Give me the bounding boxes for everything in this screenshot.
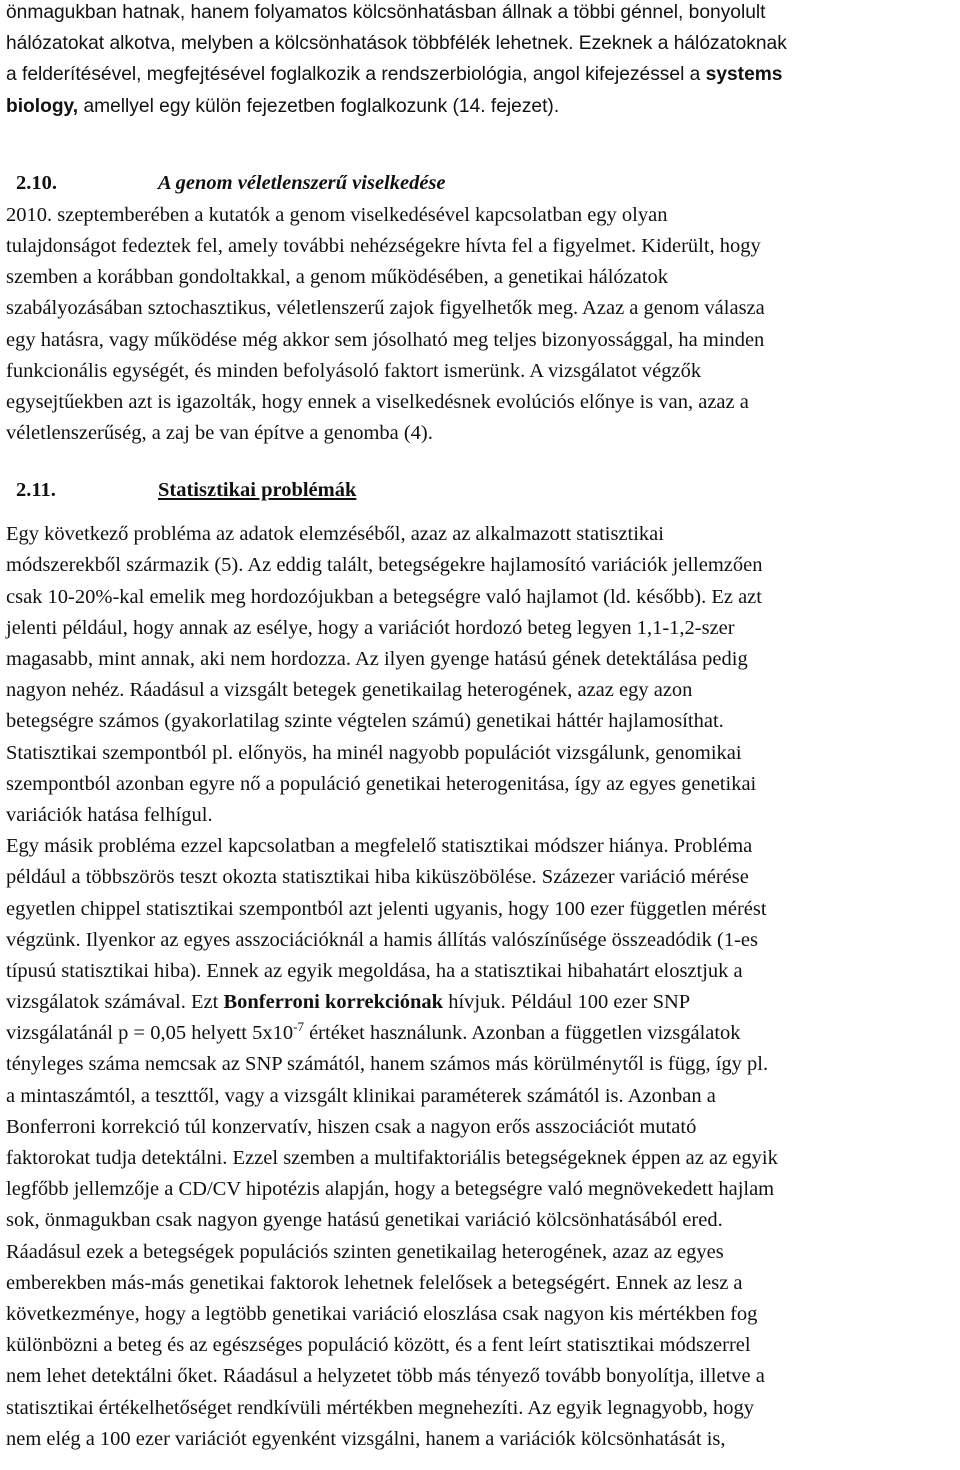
paragraph-line: nem elég a 100 ezer variációt egyenként vizsgálni, hanem a variációk kölcsönhatását is, [6, 1427, 726, 1450]
paragraph-line: szemben a korábban gondoltakkal, a genom működésében, a genetikai hálózatok [6, 266, 669, 289]
paragraph-line: sok, önmagukban csak nagyon gyenge hatású genetikai variáció kölcsönhatásából ered. [6, 1209, 723, 1232]
intro-line-3-text: a felderítésével, megfejtésével foglalkozik a rendszerbiológia, angol kifejezéssel a [6, 64, 706, 86]
paragraph-line: 2010. szeptemberében a kutatók a genom viselkedésével kapcsolatban egy olyan [6, 203, 668, 226]
paragraph-line: egy hatásra, vagy működése még akkor sem jósolható meg teljes bizonyossággal, ha minden [6, 328, 765, 351]
intro-line-4 [6, 91, 946, 122]
paragraph-line: statisztikai értékelhetőséget rendkívüli mértékben megnehezíti. Az egyik legnagyobb, hogy [6, 1396, 755, 1419]
paragraph-line: Egy másik probléma ezzel kapcsolatban a megfelelő statisztikai módszer hiánya. Probléma [6, 835, 753, 858]
paragraph-line: Statisztikai szempontból pl. előnyös, ha minél nagyobb populációt vizsgálunk, genomikai [6, 741, 742, 764]
paragraph-line: a mintaszámtól, a teszttől, vagy a vizsgált klinikai paraméterek számától is. Azonban a [6, 1084, 716, 1107]
intro-line-1: önmagukban hatnak, hanem folyamatos kölcsönhatásban állnak a többi génnel, bonyolult [6, 2, 766, 23]
paragraph-line: funkcionális egységét, és minden befolyásoló faktort ismerünk. A vizsgálatot végzők [6, 359, 702, 382]
paragraph-line: tényleges száma nemcsak az SNP számától, hanem számos más körülménytől is függ, így pl. [6, 1053, 769, 1076]
section-number: 2.10. [16, 171, 57, 194]
paragraph-line: egysejtűekben azt is igazolták, hogy ennek a viselkedésnek evolúciós előnye is van, azaz a [6, 390, 749, 413]
paragraph-line: különbözni a beteg és az egészséges populáció között, és a fent leírt statisztikai módszerrel [6, 1334, 751, 1357]
term-biology: biology, [6, 95, 79, 117]
section-number: 2.11. [16, 479, 56, 502]
paragraph-line: módszerekből származik (5). Az eddig talált, betegségekre hajlamosító variációk jellemzően [6, 554, 763, 577]
section-2-11-body [6, 519, 946, 1455]
paragraph-line: Ráadásul ezek a betegségek populációs szinten genetikailag heterogének, azaz az egyes [6, 1240, 724, 1263]
paragraph-line: egyetlen chippel statisztikai szempontból azt jelenti ugyanis, hogy 100 ezer független mérést [6, 897, 767, 920]
paragraph-line: variációk hatása felhígul. [6, 803, 213, 826]
paragraph-line: véletlenszerűség, a zaj be van építve a genomba (4). [6, 422, 433, 445]
intro-line-2: hálózatokat alkotva, melyben a kölcsönhatások többfélék lehetnek. Ezeknek a hálózatoknak [6, 33, 787, 55]
intro-line-3 [6, 59, 946, 90]
section-heading-2-10 [6, 166, 946, 200]
paragraph-line: végzünk. Ilyenkor az egyes asszociációknál a hamis állítás valószínűsége összeadódik (1-es [6, 928, 758, 951]
paragraph-line: szempontból azonban egyre nő a populáció genetikai heterogenitása, így az egyes genetikai [6, 772, 757, 795]
paragraph-line: következménye, hogy a legtöbb genetikai variáció eloszlása csak nagyon kis mértékben fog [6, 1302, 758, 1325]
section-title: Statisztikai problémák [158, 479, 357, 502]
exponent: -7 [293, 1019, 304, 1035]
section-title: A genom véletlenszerű viselkedése [158, 171, 446, 194]
paragraph-line: tulajdonságot fedeztek fel, amely további nehézségekre hívta fel a figyelmet. Kiderült, hogy [6, 234, 761, 257]
paragraph-line: például a többszörös teszt okozta statisztikai hiba kiküszöbölése. Százezer variáció mérése [6, 866, 749, 889]
intro-line-4-text: amellyel egy külön fejezetben foglalkozunk (14. fejezet). [78, 95, 560, 117]
section-heading-2-11 [6, 473, 946, 507]
term-systems: systems [705, 64, 783, 86]
paragraph-line: magasabb, mint annak, aki nem hordozza. Az ilyen gyenge hatású gének detektálása pedig [6, 648, 748, 670]
paragraph-line: csak 10-20%-kal emelik meg hordozójukban a betegségre való hajlamot (ld. később). Ez azt [6, 585, 762, 608]
section-2-10-body [6, 200, 946, 450]
paragraph-line: legfőbb jellemzője a CD/CV hipotézis alapján, hogy a betegségre való megnövekedett hajlam [6, 1178, 775, 1201]
paragraph-line: Egy következő probléma az adatok elemzéséből, azaz az alkalmazott statisztikai [6, 523, 664, 546]
paragraph-line: faktorokat tudja detektálni. Ezzel szemben a multifaktoriális betegségeknek éppen az az egyik [6, 1147, 778, 1169]
paragraph-line: nagyon nehéz. Ráadásul a vizsgált betegek genetikailag heterogének, azaz egy azon [6, 679, 693, 702]
paragraph-line-bonferroni [6, 987, 946, 1018]
text-after: értéket használunk. Azonban a független vizsgálatok [303, 1022, 741, 1045]
paragraph-line: jelenti például, hogy annak az esélye, hogy a variációt hordozó beteg legyen 1,1-1,2-szer [6, 616, 735, 639]
paragraph-line: szabályozásában sztochasztikus, véletlenszerű zajok figyelhetők meg. Azaz a genom válasza [6, 297, 765, 320]
paragraph-line-exponent [6, 1018, 946, 1049]
paragraph-line: nem lehet detektálni őket. Ráadásul a helyzetet több más tényező tovább bonyolítja, illetve a [6, 1365, 765, 1388]
text-before: vizsgálatok számával. Ezt [6, 991, 224, 1014]
paragraph-line: emberekben más-más genetikai faktorok lehetnek felelősek a betegségért. Ennek az lesz a [6, 1271, 743, 1294]
paragraph-line: típusú statisztikai hiba). Ennek az egyik megoldása, ha a statisztikai hibahatárt elosztjuk a [6, 959, 743, 982]
text-after: hívjuk. Például 100 ezer SNP [443, 991, 691, 1014]
document-page [6, 0, 946, 1455]
text-before: vizsgálatánál p = 0,05 helyett 5x10 [6, 1022, 294, 1045]
paragraph-line: Bonferroni korrekció túl konzervatív, hiszen csak a nagyon erős asszociációt mutató [6, 1115, 697, 1138]
term-bonferroni: Bonferroni korrekciónak [223, 991, 444, 1014]
paragraph-line: betegségre számos (gyakorlatilag szinte végtelen számú) genetikai háttér hajlamosíthat. [6, 710, 724, 733]
